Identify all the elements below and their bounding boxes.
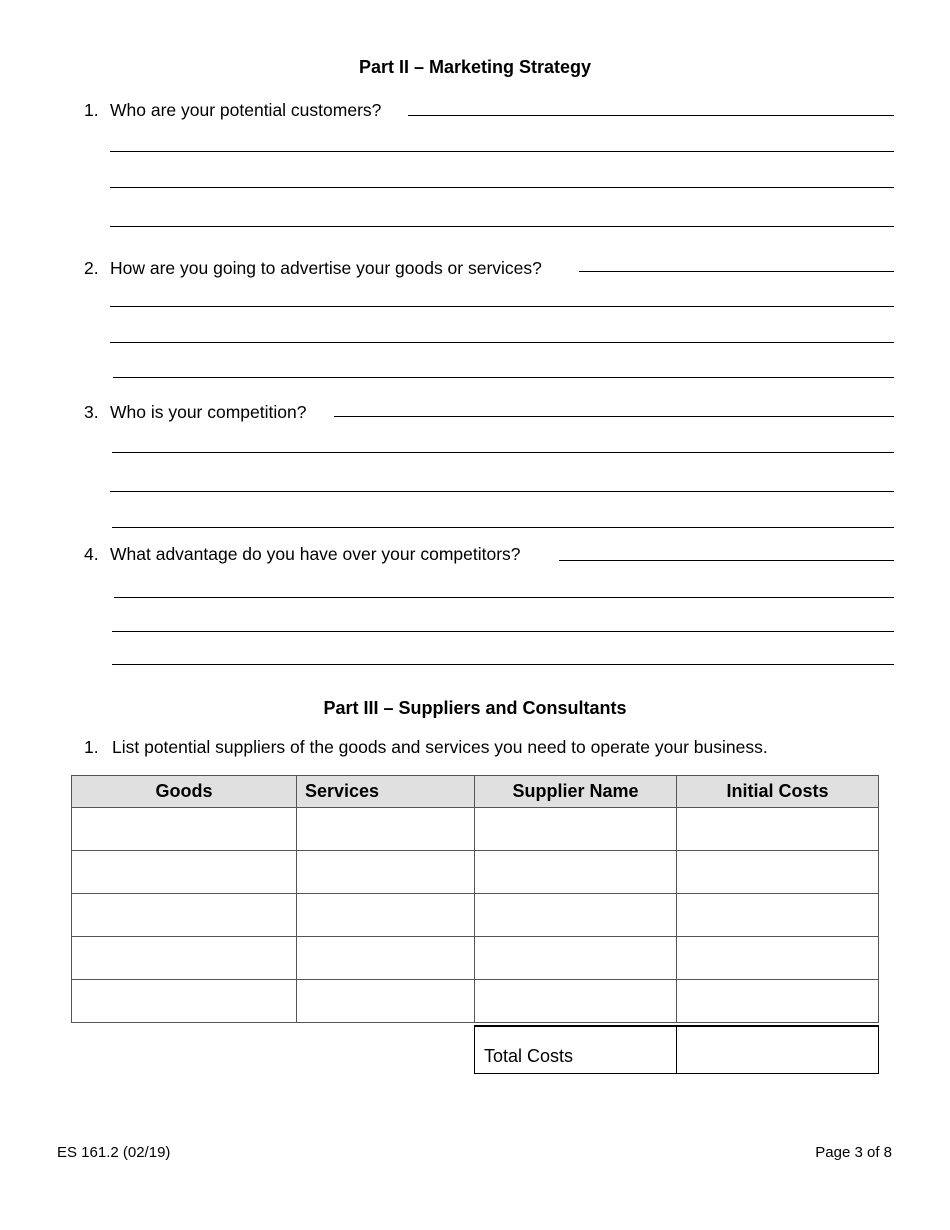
supplier-name-cell[interactable] [475, 808, 677, 851]
question-2 [84, 258, 542, 279]
initial-costs-cell[interactable] [677, 980, 879, 1023]
services-cell[interactable] [297, 980, 475, 1023]
answer-line-2c[interactable] [110, 342, 894, 343]
answer-line-1c[interactable] [110, 187, 894, 188]
total-costs-input[interactable] [676, 1025, 879, 1074]
table-row [72, 937, 879, 980]
answer-line-2a[interactable] [579, 271, 894, 272]
form-id: ES 161.2 (02/19) [57, 1144, 171, 1161]
initial-costs-cell[interactable] [677, 851, 879, 894]
question-text: Who are your potential customers? [110, 100, 382, 120]
answer-line-3d[interactable] [112, 527, 894, 528]
initial-costs-cell[interactable] [677, 808, 879, 851]
answer-line-1b[interactable] [110, 151, 894, 152]
goods-cell[interactable] [72, 851, 297, 894]
part-iii-heading: Part III – Suppliers and Consultants [323, 698, 627, 718]
question-text: Who is your competition? [110, 402, 307, 422]
services-cell[interactable] [297, 808, 475, 851]
supplier-name-cell[interactable] [475, 937, 677, 980]
page-number: Page 3 of 8 [815, 1144, 892, 1161]
table-row [72, 808, 879, 851]
question-4 [84, 544, 521, 565]
question-number: 3. [84, 402, 99, 422]
services-cell[interactable] [297, 894, 475, 937]
goods-cell[interactable] [72, 980, 297, 1023]
answer-line-3a[interactable] [334, 416, 894, 417]
initial-costs-cell[interactable] [677, 937, 879, 980]
item-text: List potential suppliers of the goods and services you need to operate your business. [112, 737, 768, 757]
answer-line-4a[interactable] [559, 560, 894, 561]
answer-line-1d[interactable] [110, 226, 894, 227]
services-cell[interactable] [297, 937, 475, 980]
part-iii-item-1 [84, 737, 768, 758]
table-row [72, 851, 879, 894]
question-number: 2. [84, 258, 99, 278]
answer-line-2b[interactable] [110, 306, 894, 307]
question-number: 4. [84, 544, 99, 564]
services-cell[interactable] [297, 851, 475, 894]
answer-line-4b[interactable] [114, 597, 894, 598]
goods-cell[interactable] [72, 808, 297, 851]
total-costs-label: Total Costs [484, 1046, 574, 1066]
question-text: What advantage do you have over your competitors? [110, 544, 521, 564]
goods-cell[interactable] [72, 894, 297, 937]
header-initial-costs: Initial Costs [677, 776, 879, 808]
suppliers-table [71, 775, 879, 1023]
header-services: Services [297, 776, 475, 808]
supplier-name-cell[interactable] [475, 894, 677, 937]
question-number: 1. [84, 100, 99, 120]
question-3 [84, 402, 306, 423]
total-costs-label-cell [474, 1025, 677, 1074]
answer-line-4d[interactable] [112, 664, 894, 665]
question-1 [84, 100, 381, 121]
question-text: How are you going to advertise your goods or services? [110, 258, 542, 278]
part-ii-heading: Part II – Marketing Strategy [358, 57, 592, 77]
supplier-name-cell[interactable] [475, 980, 677, 1023]
answer-line-1a[interactable] [408, 115, 894, 116]
initial-costs-cell[interactable] [677, 894, 879, 937]
table-header-row [72, 776, 879, 808]
answer-line-3c[interactable] [110, 491, 894, 492]
goods-cell[interactable] [72, 937, 297, 980]
header-supplier-name: Supplier Name [475, 776, 677, 808]
table-row [72, 894, 879, 937]
table-row [72, 980, 879, 1023]
answer-line-4c[interactable] [112, 631, 894, 632]
supplier-name-cell[interactable] [475, 851, 677, 894]
item-number: 1. [84, 737, 99, 757]
header-goods: Goods [72, 776, 297, 808]
answer-line-2d[interactable] [113, 377, 894, 378]
answer-line-3b[interactable] [112, 452, 894, 453]
